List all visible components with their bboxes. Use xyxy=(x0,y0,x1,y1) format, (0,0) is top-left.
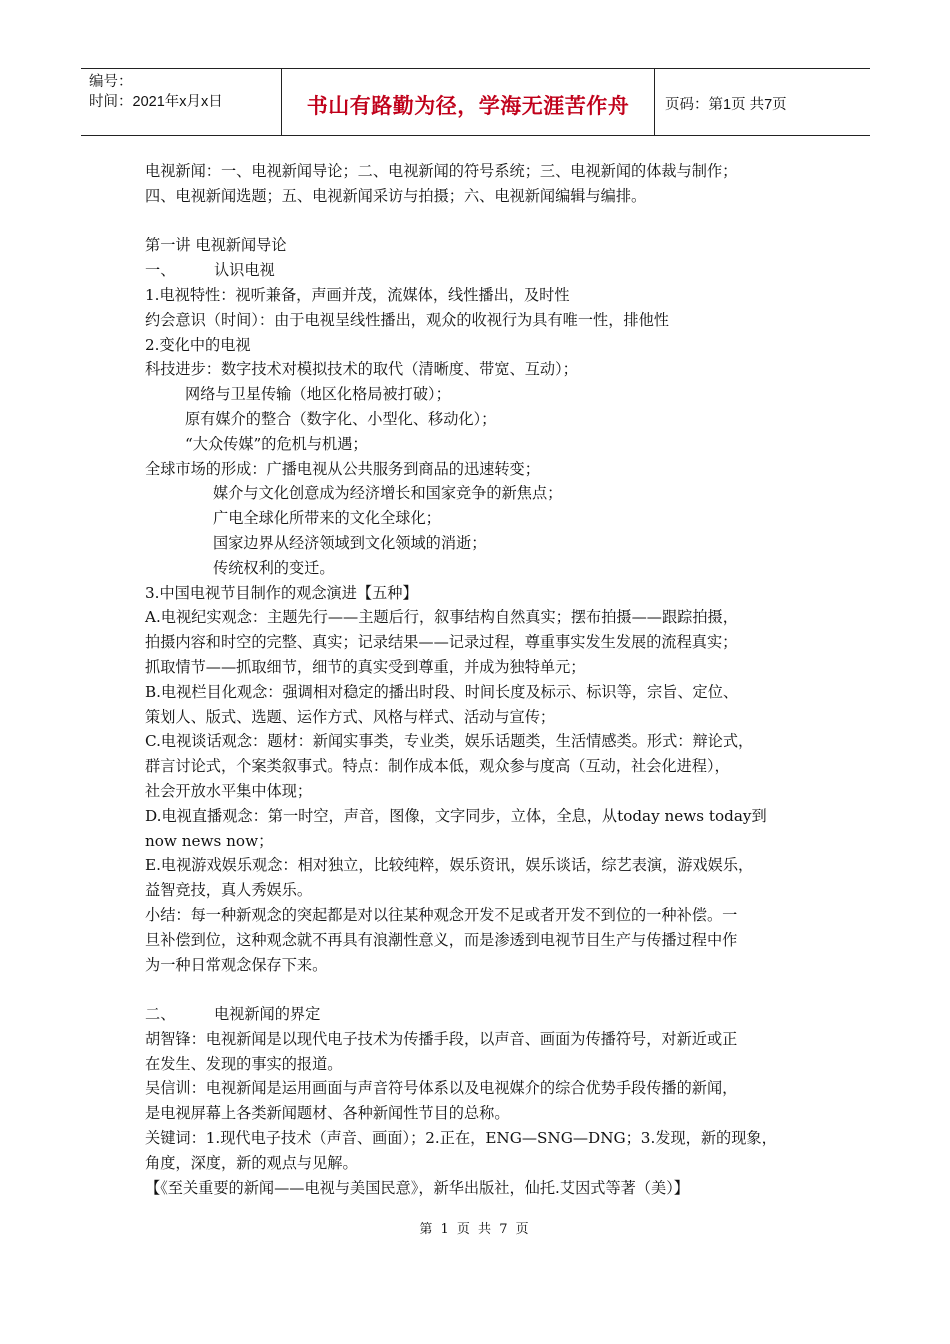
header-page-number: 页码：第1页 共7页 xyxy=(665,97,787,113)
body-line: E.电视游戏娱乐观念：相对独立，比较纯粹，娱乐资讯，娱乐谈话，综艺表演，游戏娱乐， xyxy=(145,856,754,875)
footer-page-number: 第 1 页 共 7 页 xyxy=(419,1222,531,1237)
header-page-cell xyxy=(655,69,870,135)
header-motto: 书山有路勤为径，学海无涯苦作舟 xyxy=(306,94,630,118)
body-line: 社会开放水平集中体现； xyxy=(145,781,313,800)
blank-line xyxy=(145,209,815,234)
body-line-indented: 国家边界从经济领域到文化领域的消逝； xyxy=(213,533,487,552)
body-line: 旦补偿到位，这种观念就不再具有浪潮性意义，而是渗透到电视节目生产与传播过程中作 xyxy=(145,930,738,949)
body-line: 科技进步：数字技术对模拟技术的取代（清晰度、带宽、互动）； xyxy=(145,360,578,379)
body-line: A.电视纪实观念：主题先行——主题后行，叙事结构自然真实；摆布拍摄——跟踪拍摄， xyxy=(145,608,738,627)
body-line: 在发生、发现的事实的报道。 xyxy=(145,1054,343,1073)
body-line: 为一种日常观念保存下来。 xyxy=(145,955,328,974)
body-line: D.电视直播观念：第一时空，声音，图像，文字同步，立体，全息，从today news today到 xyxy=(145,806,767,825)
body-line: now news now； xyxy=(145,831,274,850)
page-footer xyxy=(0,1218,950,1237)
section-heading: 二、 电视新闻的界定 xyxy=(145,1005,321,1024)
body-line: 抓取情节——抓取细节，细节的真实受到尊重，并成为独特单元； xyxy=(145,657,586,676)
section-heading: 一、 认识电视 xyxy=(145,261,275,280)
header-motto-cell xyxy=(282,69,655,135)
body-line: 小结：每一种新观念的突起都是对以往某种观念开发不足或者开发不到位的一种补偿。一 xyxy=(145,905,738,924)
body-line: 约会意识（时间）：由于电视呈线性播出，观众的收视行为具有唯一性，排他性 xyxy=(145,310,669,329)
body-line: 电视新闻：一、电视新闻导论；二、电视新闻的符号系统；三、电视新闻的体裁与制作； xyxy=(145,162,738,180)
body-line: 是电视屏幕上各类新闻题材、各种新闻性节目的总称。 xyxy=(145,1104,510,1123)
body-line: B.电视栏目化观念：强调相对稳定的播出时段、时间长度及标示、标识等，宗旨、定位、 xyxy=(145,682,739,701)
body-line: 1.电视特性：视听兼备，声画并茂，流媒体，线性播出，及时性 xyxy=(145,285,570,304)
header-meta-cell xyxy=(81,69,282,135)
body-line: 吴信训：电视新闻是运用画面与声音符号体系以及电视媒介的综合优势手段传播的新闻， xyxy=(145,1079,738,1098)
body-line-indented: 网络与卫星传输（地区化格局被打破）； xyxy=(185,385,451,404)
document-time-label: 时间：2021年x月x日 xyxy=(89,94,223,110)
body-line: C.电视谈话观念：题材：新闻实事类，专业类，娱乐话题类，生活情感类。形式：辩论式， xyxy=(145,732,754,751)
header-table xyxy=(81,68,870,136)
document-body xyxy=(145,159,815,1200)
reference-line: 【《至关重要的新闻——电视与美国民意》，新华出版社，仙托.艾因式等著（美）】 xyxy=(145,1178,689,1197)
body-line: 角度，深度，新的观点与见解。 xyxy=(145,1153,358,1172)
subsection-heading: 2.变化中的电视 xyxy=(145,335,251,354)
body-line-indented: “大众传媒”的危机与机遇； xyxy=(185,434,368,453)
lecture-title: 第一讲 电视新闻导论 xyxy=(145,236,287,255)
body-line: 拍摄内容和时空的完整、真实；记录结果——记录过程，尊重事实发生发展的流程真实； xyxy=(145,633,738,652)
body-line-indented: 传统权利的变迁。 xyxy=(213,558,335,577)
document-number-label: 编号： xyxy=(89,74,133,90)
body-line: 关键词：1.现代电子技术（声音、画面）；2.正在，ENG—SNG—DNG；3.发现，新的现象， xyxy=(145,1129,777,1148)
blank-line xyxy=(145,977,815,1002)
body-line-indented: 原有媒介的整合（数字化、小型化、移动化）； xyxy=(185,409,497,428)
body-line: 四、电视新闻选题；五、电视新闻采访与拍摄；六、电视新闻编辑与编排。 xyxy=(145,186,647,205)
body-line: 群言讨论式，个案类叙事式。特点：制作成本低，观众参与度高（互动，社会化进程）， xyxy=(145,757,730,776)
subsection-heading: 3.中国电视节目制作的观念演进【五种】 xyxy=(145,583,418,602)
body-line: 全球市场的形成：广播电视从公共服务到商品的迅速转变； xyxy=(145,459,540,478)
body-line-indented: 广电全球化所带来的文化全球化； xyxy=(213,509,441,528)
body-line: 益智竞技，真人秀娱乐。 xyxy=(145,881,313,900)
body-line: 胡智锋：电视新闻是以现代电子技术为传播手段，以声音、画面为传播符号，对新近或正 xyxy=(145,1029,738,1048)
body-line: 策划人、版式、选题、运作方式、风格与样式、活动与宣传； xyxy=(145,707,556,726)
body-line-indented: 媒介与文化创意成为经济增长和国家竞争的新焦点； xyxy=(213,484,563,503)
